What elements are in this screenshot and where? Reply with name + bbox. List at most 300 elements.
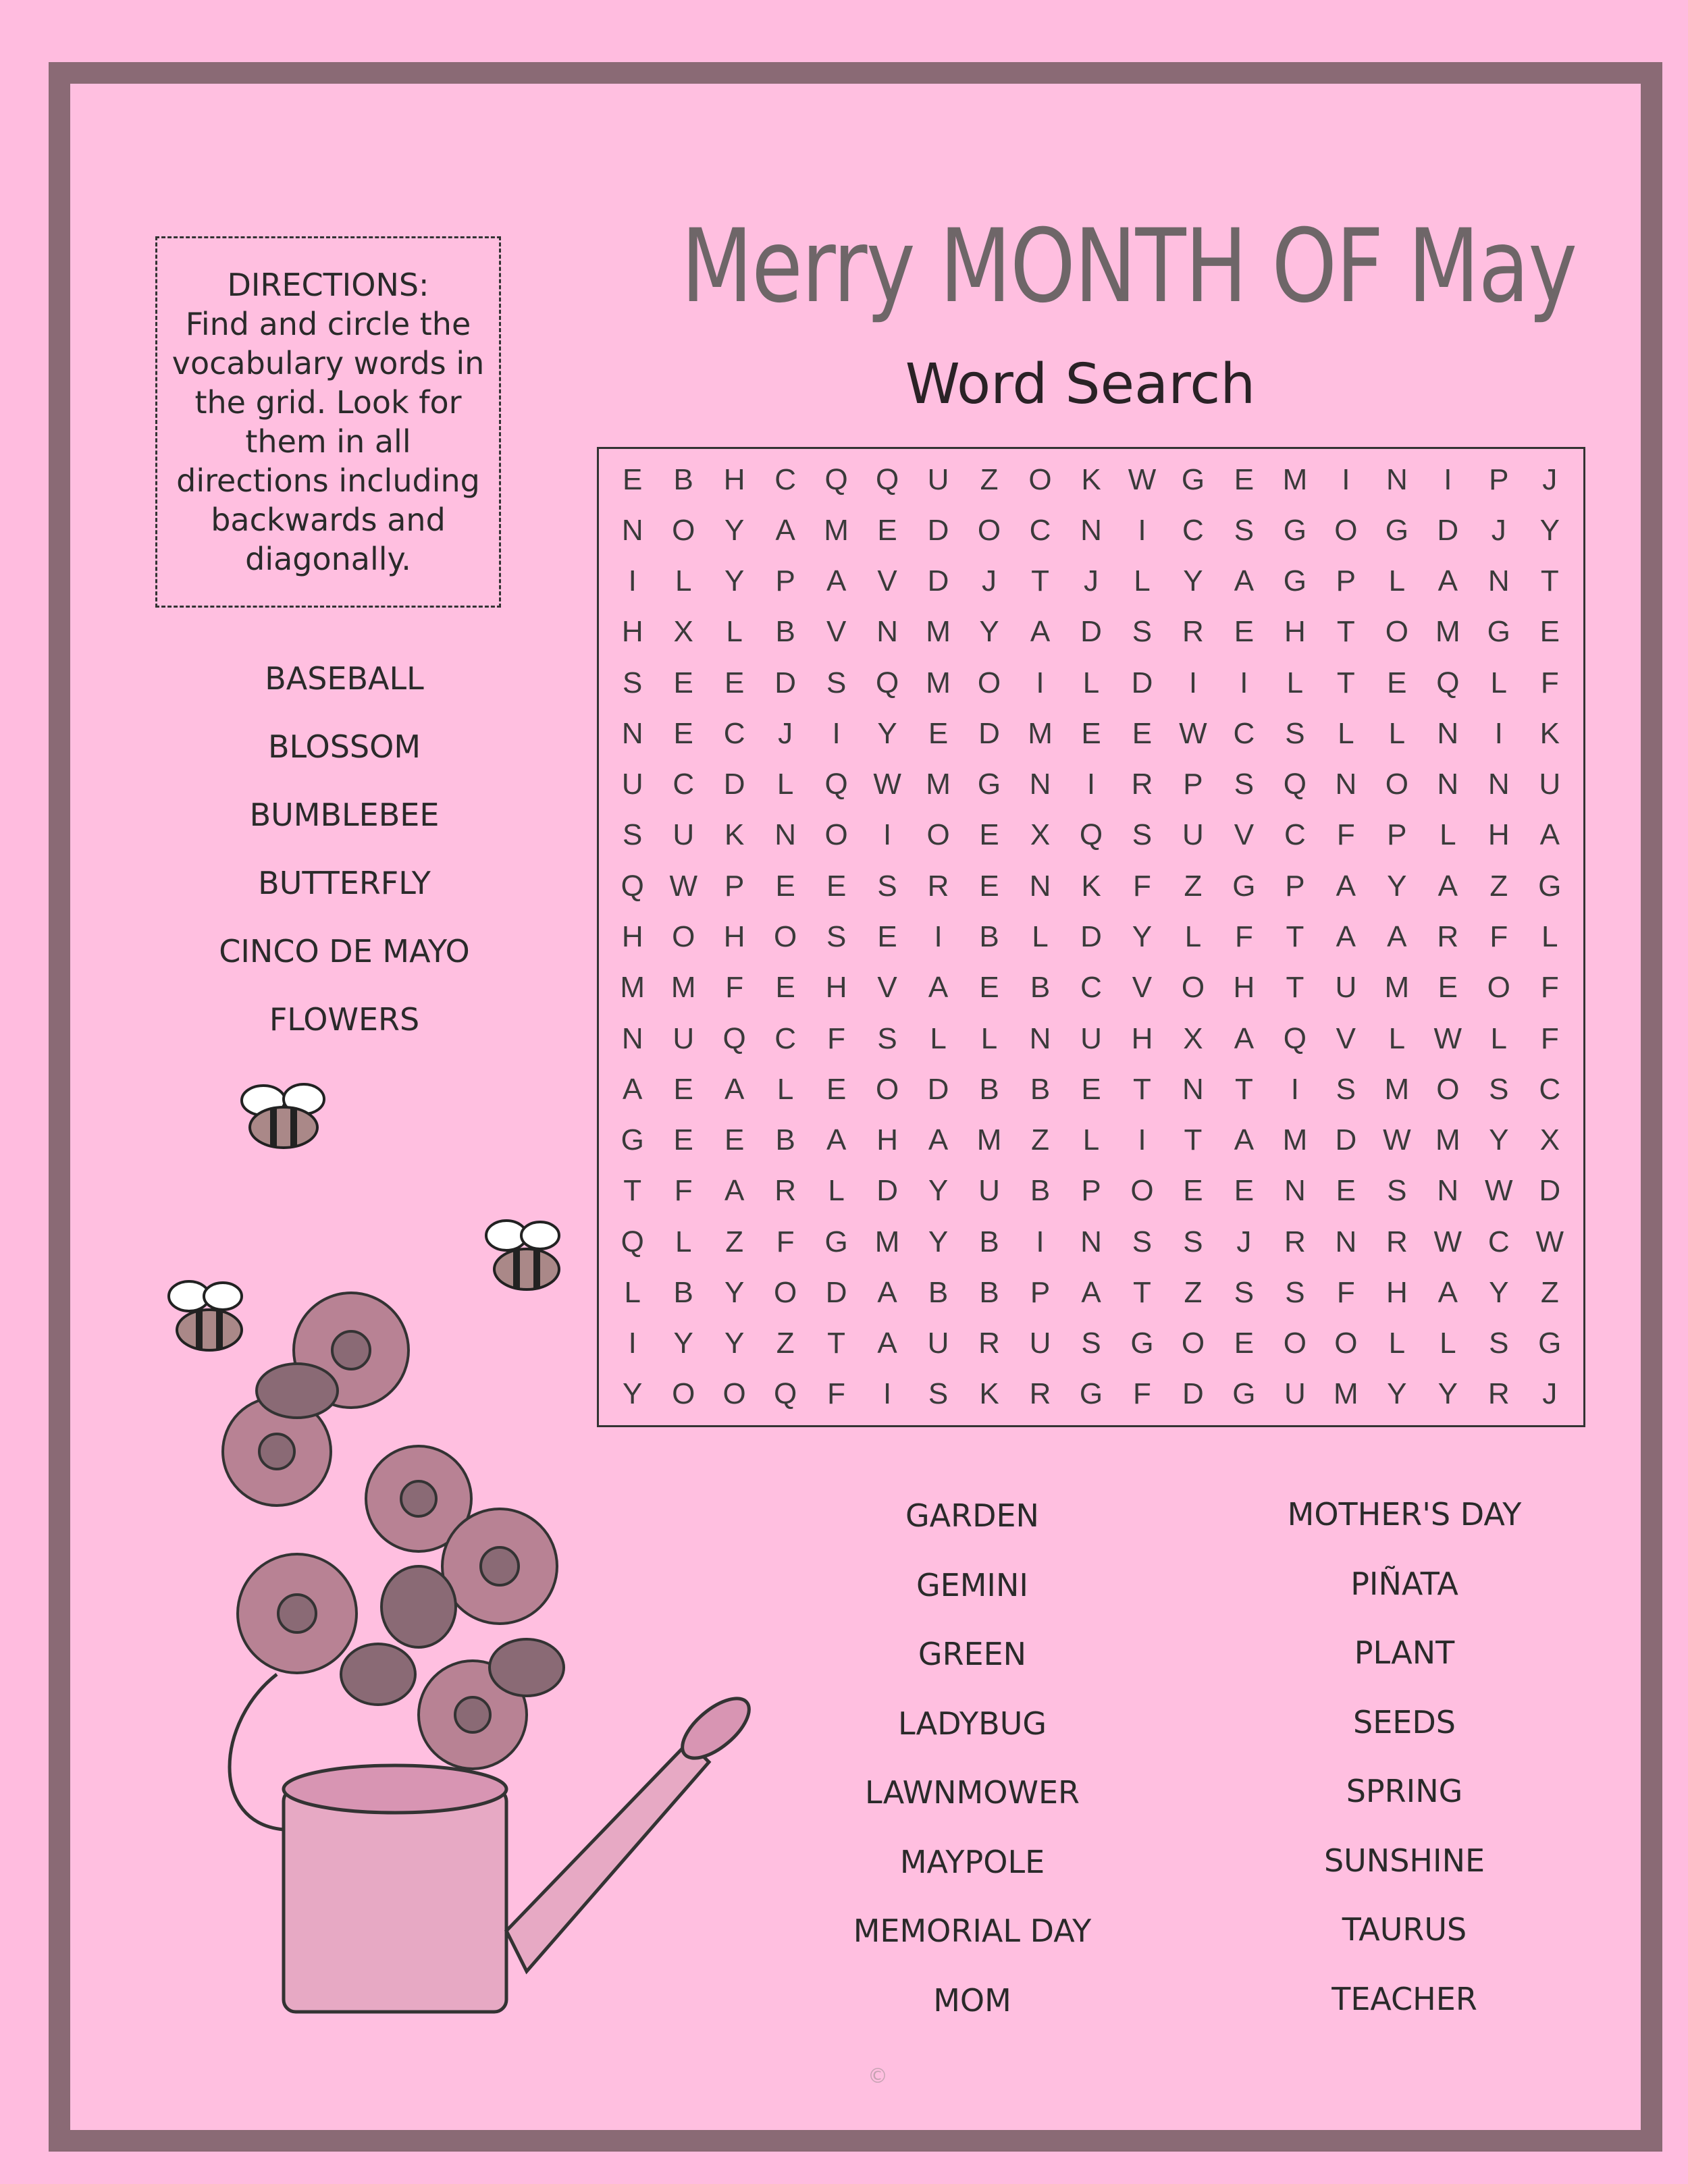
grid-letter: I	[1188, 666, 1198, 699]
grid-letter: K	[1081, 869, 1101, 903]
grid-letter: J	[1542, 1377, 1558, 1411]
grid-letter: D	[1080, 920, 1102, 953]
grid-letter: F	[827, 1021, 846, 1055]
grid-letter: X	[1183, 1021, 1203, 1055]
grid-letter: J	[778, 716, 793, 750]
grid-letter: I	[1342, 462, 1350, 496]
grid-letter: T	[1336, 666, 1355, 699]
vocabulary-word: MOTHER'S DAY	[1287, 1496, 1522, 1533]
grid-letter: E	[877, 513, 897, 547]
vocabulary-word: GARDEN	[905, 1497, 1039, 1534]
grid-letter: S	[1387, 1174, 1407, 1208]
grid-letter: D	[1539, 1174, 1561, 1208]
grid-letter: K	[724, 818, 745, 852]
grid-letter: J	[1236, 1225, 1252, 1258]
grid-letter: O	[774, 920, 797, 953]
grid-letter: S	[1183, 1225, 1203, 1258]
grid-letter: E	[1234, 615, 1255, 649]
grid-letter: J	[1083, 564, 1099, 598]
grid-letter: T	[1133, 1275, 1151, 1309]
grid-letter: P	[1336, 564, 1356, 598]
grid-letter: A	[1030, 615, 1051, 649]
grid-letter: A	[826, 564, 847, 598]
grid-letter: O	[1028, 462, 1052, 496]
grid-letter: P	[1030, 1275, 1051, 1309]
grid-letter: A	[1234, 1021, 1255, 1055]
bee-icon	[169, 1281, 242, 1350]
grid-letter: A	[877, 1275, 897, 1309]
grid-letter: L	[776, 768, 794, 801]
grid-letter: V	[877, 564, 897, 598]
grid-letter: H	[621, 920, 643, 953]
grid-letter: I	[628, 1327, 637, 1360]
grid-letter: S	[1081, 1327, 1101, 1360]
grid-letter: Y	[928, 1225, 949, 1258]
grid-letter: U	[621, 768, 643, 801]
grid-letter: P	[1183, 768, 1203, 801]
copyright-footer: ©	[868, 2065, 888, 2088]
grid-letter: H	[876, 1123, 898, 1157]
grid-letter: L	[1490, 1021, 1508, 1055]
grid-letter: E	[1132, 716, 1153, 750]
grid-letter: L	[828, 1174, 845, 1208]
grid-letter: N	[774, 818, 797, 852]
grid-letter: A	[724, 1072, 745, 1106]
vocabulary-word: BUTTERFLY	[258, 865, 431, 901]
grid-letter: A	[1336, 869, 1356, 903]
grid-letter: S	[928, 1377, 949, 1411]
grid-letter: E	[673, 666, 693, 699]
grid-letter: A	[928, 971, 949, 1005]
directions-box	[155, 236, 501, 608]
grid-letter: Q	[621, 869, 644, 903]
grid-letter: L	[1440, 1327, 1456, 1360]
grid-letter: W	[1433, 1225, 1462, 1258]
grid-letter: K	[1081, 462, 1101, 496]
grid-letter: A	[1438, 869, 1458, 903]
grid-letter: E	[1081, 1072, 1101, 1106]
vocabulary-word: MOM	[933, 1981, 1011, 2019]
grid-letter: C	[1182, 513, 1204, 547]
grid-letter: G	[1130, 1327, 1154, 1360]
grid-letter: T	[1031, 564, 1049, 598]
grid-letter: D	[1182, 1377, 1204, 1411]
grid-letter: X	[1539, 1123, 1560, 1157]
grid-letter: D	[723, 768, 745, 801]
grid-letter: B	[979, 1275, 999, 1309]
grid-letter: R	[1437, 920, 1459, 953]
grid-letter: E	[1387, 666, 1407, 699]
grid-letter: P	[1081, 1174, 1101, 1208]
grid-letter: Z	[725, 1225, 744, 1258]
grid-letter: G	[1385, 513, 1408, 547]
grid-letter: M	[824, 513, 849, 547]
grid-letter: Y	[1489, 1123, 1509, 1157]
grid-letter: R	[1386, 1225, 1408, 1258]
grid-letter: D	[876, 1174, 898, 1208]
vocabulary-word: PIÑATA	[1350, 1565, 1458, 1602]
grid-letter: B	[1030, 1072, 1051, 1106]
grid-letter: K	[979, 1377, 999, 1411]
grid-letter: M	[926, 666, 951, 699]
grid-letter: J	[1491, 513, 1506, 547]
grid-letter: H	[1131, 1021, 1153, 1055]
grid-letter: H	[1386, 1275, 1408, 1309]
grid-letter: O	[1334, 513, 1358, 547]
grid-letter: Q	[824, 462, 848, 496]
grid-letter: E	[673, 1072, 693, 1106]
vocabulary-word: TEACHER	[1331, 1980, 1477, 2017]
grid-letter: C	[672, 768, 695, 801]
flowers-watering-can-illustration	[122, 1080, 770, 2039]
grid-letter: D	[978, 716, 1000, 750]
grid-letter: F	[1489, 920, 1508, 953]
grid-letter: C	[774, 462, 797, 496]
grid-letter: W	[1535, 1225, 1564, 1258]
grid-letter: G	[1538, 869, 1562, 903]
grid-letter: Y	[877, 716, 897, 750]
grid-letter: T	[1286, 920, 1304, 953]
grid-letter: C	[723, 716, 745, 750]
grid-letter: S	[1489, 1327, 1509, 1360]
grid-letter: A	[928, 1123, 949, 1157]
grid-letter: D	[825, 1275, 847, 1309]
grid-letter: G	[1283, 513, 1307, 547]
grid-letter: N	[1284, 1174, 1306, 1208]
grid-letter: T	[1133, 1072, 1151, 1106]
grid-letter: U	[1284, 1377, 1306, 1411]
grid-letter: L	[1541, 920, 1558, 953]
grid-letter: O	[1334, 1327, 1358, 1360]
grid-letter: V	[1336, 1021, 1356, 1055]
vocabulary-word: FLOWERS	[269, 1001, 420, 1038]
grid-letter: B	[775, 615, 795, 649]
grid-letter: O	[977, 513, 1001, 547]
grid-letter: B	[673, 1275, 693, 1309]
grid-letter: G	[1487, 615, 1510, 649]
grid-letter: F	[1540, 1021, 1559, 1055]
grid-letter: B	[1030, 971, 1051, 1005]
grid-letter: E	[979, 869, 999, 903]
grid-letter: Z	[1540, 1275, 1559, 1309]
grid-letter: Y	[1387, 869, 1407, 903]
grid-letter: B	[673, 462, 693, 496]
grid-letter: C	[1487, 1225, 1510, 1258]
grid-letter: Z	[776, 1327, 795, 1360]
grid-letter: U	[1080, 1021, 1102, 1055]
vocabulary-word: LAWNMOWER	[865, 1774, 1080, 1811]
grid-letter: B	[979, 1072, 999, 1106]
grid-letter: P	[724, 869, 745, 903]
grid-letter: C	[774, 1021, 797, 1055]
grid-letter: Q	[722, 1021, 746, 1055]
grid-letter: O	[1130, 1174, 1154, 1208]
grid-letter: U	[1029, 1327, 1051, 1360]
grid-letter: Y	[673, 1327, 693, 1360]
grid-letter: S	[1489, 1072, 1509, 1106]
grid-letter: C	[1233, 716, 1255, 750]
grid-letter: S	[623, 818, 643, 852]
grid-letter: D	[927, 564, 949, 598]
grid-letter: N	[1335, 1225, 1357, 1258]
grid-letter: R	[774, 1174, 797, 1208]
grid-letter: U	[1539, 768, 1561, 801]
grid-letter: Y	[1438, 1377, 1458, 1411]
grid-letter: H	[621, 615, 643, 649]
grid-letter: G	[621, 1123, 644, 1157]
grid-letter: A	[1234, 1123, 1255, 1157]
grid-letter: S	[1285, 1275, 1305, 1309]
grid-letter: N	[1080, 513, 1102, 547]
grid-letter: Q	[1283, 768, 1307, 801]
grid-letter: R	[927, 869, 949, 903]
grid-letter: O	[722, 1377, 746, 1411]
grid-letter: I	[934, 920, 943, 953]
grid-letter: I	[1240, 666, 1248, 699]
grid-letter: E	[826, 1072, 847, 1106]
grid-letter: S	[1132, 615, 1153, 649]
grid-letter: E	[979, 818, 999, 852]
grid-letter: M	[1028, 716, 1053, 750]
grid-letter: Y	[1132, 920, 1153, 953]
grid-letter: G	[1232, 1377, 1256, 1411]
grid-letter: H	[723, 920, 745, 953]
grid-letter: W	[1128, 462, 1157, 496]
grid-letter: U	[1182, 818, 1204, 852]
grid-letter: L	[1388, 1327, 1406, 1360]
vocabulary-word: GREEN	[918, 1636, 1027, 1672]
grid-letter: L	[675, 1225, 692, 1258]
grid-letter: D	[774, 666, 797, 699]
grid-letter: E	[1438, 971, 1458, 1005]
grid-letter: S	[826, 666, 847, 699]
grid-letter: S	[1234, 513, 1255, 547]
grid-letter: Y	[623, 1377, 643, 1411]
grid-letter: L	[1134, 564, 1151, 598]
grid-letter: Z	[980, 462, 999, 496]
grid-letter: S	[1234, 1275, 1255, 1309]
grid-letter: A	[877, 1327, 897, 1360]
grid-letter: O	[1181, 971, 1205, 1005]
grid-letter: N	[1029, 768, 1051, 801]
grid-letter: Z	[1489, 869, 1508, 903]
grid-letter: R	[1131, 768, 1153, 801]
grid-letter: G	[1283, 564, 1307, 598]
grid-letter: A	[1336, 920, 1356, 953]
grid-letter: O	[977, 666, 1001, 699]
grid-letter: W	[873, 768, 901, 801]
grid-letter: L	[726, 615, 743, 649]
grid-letter: Z	[1184, 869, 1203, 903]
vocabulary-word: TAURUS	[1342, 1911, 1467, 1948]
grid-letter: U	[927, 462, 949, 496]
grid-letter: N	[1487, 768, 1510, 801]
grid-letter: L	[1490, 666, 1508, 699]
grid-letter: L	[1338, 716, 1354, 750]
grid-letter: Y	[724, 1327, 745, 1360]
grid-letter: L	[1388, 564, 1406, 598]
grid-letter: U	[927, 1327, 949, 1360]
vocabulary-word: SUNSHINE	[1323, 1842, 1485, 1879]
grid-letter: L	[624, 1275, 641, 1309]
grid-letter: M	[1384, 1072, 1410, 1106]
grid-letter: L	[1388, 1021, 1406, 1055]
grid-letter: L	[1082, 666, 1100, 699]
grid-letter: F	[1234, 920, 1253, 953]
grid-letter: I	[882, 818, 892, 852]
grid-letter: V	[877, 971, 897, 1005]
grid-letter: A	[1387, 920, 1407, 953]
grid-letter: W	[1383, 1123, 1411, 1157]
grid-letter: C	[1029, 513, 1051, 547]
grid-letter: R	[978, 1327, 1000, 1360]
grid-letter: F	[1133, 869, 1151, 903]
vocabulary-word: LADYBUG	[897, 1705, 1047, 1742]
grid-letter: L	[776, 1072, 794, 1106]
grid-letter: F	[1336, 818, 1355, 852]
grid-letter: Z	[1031, 1123, 1049, 1157]
vocabulary-word: SEEDS	[1353, 1703, 1456, 1740]
grid-letter: O	[1181, 1327, 1205, 1360]
vocabulary-word: PLANT	[1354, 1634, 1455, 1671]
grid-letter: N	[621, 1021, 643, 1055]
grid-letter: R	[1029, 1377, 1051, 1411]
grid-letter: Y	[1539, 513, 1560, 547]
grid-letter: F	[674, 1174, 693, 1208]
grid-letter: V	[1132, 971, 1153, 1005]
grid-letter: I	[1138, 1123, 1146, 1157]
grid-letter: L	[980, 1021, 998, 1055]
grid-letter: V	[826, 615, 847, 649]
grid-letter: T	[1540, 564, 1559, 598]
grid-letter: N	[1080, 1225, 1102, 1258]
grid-letter: G	[1232, 869, 1256, 903]
grid-letter: V	[1234, 818, 1255, 852]
grid-letter: L	[1286, 666, 1304, 699]
grid-letter: E	[623, 462, 643, 496]
grid-letter: M	[874, 1225, 900, 1258]
grid-letter: R	[1487, 1377, 1510, 1411]
vocabulary-word: BASEBALL	[265, 660, 424, 697]
grid-letter: I	[628, 564, 637, 598]
grid-letter: E	[928, 716, 949, 750]
grid-letter: X	[673, 615, 693, 649]
grid-letter: D	[1335, 1123, 1357, 1157]
grid-letter: N	[1029, 1021, 1051, 1055]
grid-letter: A	[1081, 1275, 1101, 1309]
grid-letter: S	[1132, 818, 1153, 852]
grid-letter: E	[826, 869, 847, 903]
grid-letter: M	[1334, 1377, 1359, 1411]
grid-letter: M	[670, 971, 696, 1005]
grid-letter: E	[673, 1123, 693, 1157]
grid-letter: Z	[1184, 1275, 1203, 1309]
grid-letter: Y	[1489, 1275, 1509, 1309]
grid-letter: E	[724, 666, 745, 699]
grid-letter: C	[1284, 818, 1306, 852]
grid-letter: B	[979, 1225, 999, 1258]
grid-letter: X	[1030, 818, 1051, 852]
grid-letter: P	[1285, 869, 1305, 903]
grid-letter: A	[1539, 818, 1560, 852]
grid-letter: S	[1132, 1225, 1153, 1258]
grid-letter: E	[1183, 1174, 1203, 1208]
grid-letter: E	[775, 869, 795, 903]
grid-letter: K	[1539, 716, 1560, 750]
grid-letter: N	[876, 615, 898, 649]
grid-letter: G	[824, 1225, 848, 1258]
grid-letter: I	[882, 1377, 892, 1411]
grid-letter: Y	[724, 564, 745, 598]
grid-letter: C	[1080, 971, 1102, 1005]
grid-letter: A	[724, 1174, 745, 1208]
grid-letter: Q	[824, 768, 848, 801]
grid-letter: M	[620, 971, 645, 1005]
grid-letter: N	[1335, 768, 1357, 801]
grid-letter: E	[1234, 1327, 1255, 1360]
grid-letter: W	[669, 869, 697, 903]
grid-letter: E	[724, 1123, 745, 1157]
grid-letter: A	[623, 1072, 643, 1106]
grid-letter: N	[1437, 716, 1459, 750]
grid-letter: P	[775, 564, 795, 598]
grid-letter: W	[1485, 1174, 1513, 1208]
grid-letter: F	[1336, 1275, 1355, 1309]
grid-letter: P	[1489, 462, 1509, 496]
grid-letter: O	[672, 920, 695, 953]
grid-letter: I	[832, 716, 841, 750]
grid-letter: W	[1433, 1021, 1462, 1055]
grid-letter: R	[1182, 615, 1204, 649]
grid-letter: S	[1234, 768, 1255, 801]
grid-letter: U	[672, 818, 695, 852]
grid-letter: T	[1234, 1072, 1253, 1106]
grid-letter: E	[1336, 1174, 1356, 1208]
grid-letter: M	[1282, 462, 1308, 496]
grid-letter: I	[1086, 768, 1096, 801]
grid-letter: T	[1286, 971, 1304, 1005]
grid-letter: A	[1438, 1275, 1458, 1309]
grid-letter: E	[1234, 462, 1255, 496]
grid-letter: S	[877, 1021, 897, 1055]
grid-letter: M	[976, 1123, 1002, 1157]
grid-letter: M	[1435, 615, 1460, 649]
grid-letter: F	[1540, 666, 1559, 699]
grid-letter: L	[1440, 818, 1456, 852]
grid-letter: D	[927, 513, 949, 547]
page-title: Merry MONTH OF May	[681, 208, 1577, 325]
grid-letter: U	[672, 1021, 695, 1055]
grid-letter: Y	[1183, 564, 1203, 598]
grid-letter: G	[1079, 1377, 1103, 1411]
grid-letter: S	[1336, 1072, 1356, 1106]
grid-letter: O	[774, 1275, 797, 1309]
grid-letter: B	[1030, 1174, 1051, 1208]
grid-letter: Y	[724, 513, 745, 547]
grid-letter: O	[824, 818, 848, 852]
grid-letter: P	[1387, 818, 1407, 852]
grid-letter: F	[725, 971, 744, 1005]
grid-letter: E	[775, 971, 795, 1005]
grid-letter: M	[926, 768, 951, 801]
vocabulary-word: MEMORIAL DAY	[853, 1913, 1092, 1949]
vocabulary-word: SPRING	[1346, 1773, 1463, 1809]
grid-letter: O	[672, 1377, 695, 1411]
grid-letter: F	[1133, 1377, 1151, 1411]
grid-letter: O	[875, 1072, 899, 1106]
grid-letter: Y	[928, 1174, 949, 1208]
grid-letter: Y	[979, 615, 999, 649]
